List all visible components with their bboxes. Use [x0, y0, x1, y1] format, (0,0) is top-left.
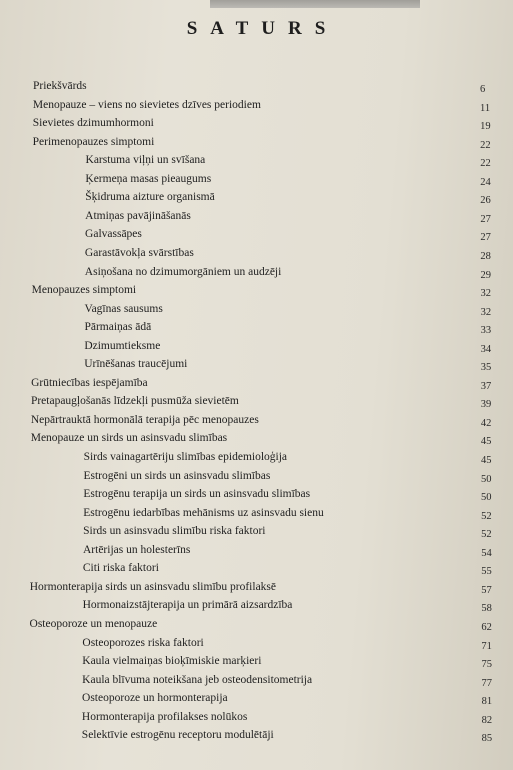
- toc-page-number: 50: [480, 473, 492, 485]
- toc-entry: [29, 580, 492, 599]
- toc-entry: [83, 451, 492, 469]
- toc-entry: [31, 284, 492, 302]
- toc-section-title: Asiņošana no dzimumorgāniem un audzēji: [84, 265, 282, 278]
- toc-entry: [83, 469, 492, 488]
- toc-entry: [85, 172, 491, 191]
- toc-chapter-title: Menopauze – viens no sievietes dzīves periodiem: [32, 98, 261, 111]
- toc-page-number: 62: [481, 621, 492, 633]
- toc-page-number: 57: [481, 584, 492, 596]
- toc-chapter-title: Hormonterapija sirds un asinsvadu slimību profilaksē: [29, 580, 277, 593]
- toc-page-number: 26: [480, 195, 491, 207]
- toc-section-title: Hormonaizstājterapija un primārā aizsardzība: [82, 599, 293, 612]
- toc-page-number: 35: [480, 362, 492, 374]
- toc-section-title: Estrogēni un sirds un asinsvadu slimības: [83, 469, 271, 482]
- toc-chapter-title: Priekšvārds: [33, 80, 87, 92]
- toc-section-title: Ķermeņa masas pieaugums: [85, 172, 212, 185]
- toc-section-title: Hormonterapija profilakses nolūkos: [81, 710, 248, 723]
- toc-page-number: 27: [480, 232, 491, 244]
- toc-page-number: 32: [480, 306, 492, 318]
- toc-entry: [83, 543, 492, 562]
- toc-entry: [83, 506, 492, 525]
- toc-section-title: Pārmaiņas ādā: [84, 321, 152, 334]
- toc-page-number: 45: [480, 436, 492, 448]
- toc-page-number: 58: [481, 603, 492, 615]
- toc-entry: [84, 321, 492, 339]
- toc-section-title: Dzimumtieksme: [84, 339, 161, 352]
- toc-page-number: 52: [481, 529, 492, 541]
- toc-chapter-title: Grūtniecības iespējamība: [31, 376, 148, 389]
- toc-page-number: 27: [480, 213, 491, 225]
- toc-section-title: Garastāvokļa svārstības: [84, 246, 194, 259]
- toc-entry: [30, 395, 492, 413]
- toc-section-title: Osteoporozes riska faktori: [82, 636, 204, 649]
- toc-chapter-title: Menopauzes simptomi: [31, 284, 137, 297]
- toc-entry: [85, 228, 491, 246]
- toc-entry: [31, 376, 492, 395]
- page-title: SATURS: [186, 18, 339, 39]
- toc-entry: [84, 339, 492, 358]
- toc-page-number: 33: [480, 325, 492, 337]
- toc-section-title: Karstuma viļņi un svīšana: [85, 154, 206, 167]
- toc-section-title: Šķidruma aizture organismā: [85, 191, 215, 204]
- toc-page-number: 6: [480, 84, 486, 95]
- toc-page-number: 19: [480, 121, 491, 133]
- toc-section-title: Citi riska faktori: [82, 562, 159, 575]
- toc-section-title: Sirds vainagartēriju slimības epidemioloģija: [83, 451, 288, 463]
- toc-entry: [81, 729, 493, 747]
- toc-entry: [30, 432, 492, 450]
- toc-entry: [85, 209, 491, 228]
- toc-entry: [82, 673, 493, 692]
- toc-section-title: Kaula vielmaiņas bioķīmiskie marķieri: [82, 655, 262, 668]
- toc-entry: [29, 617, 492, 636]
- toc-page-number: 11: [480, 102, 491, 114]
- toc-chapter-title: Pretapaugļošanās līdzekļi pusmūža sievietēm: [30, 395, 239, 408]
- toc-section-title: Vagīnas sausums: [84, 302, 163, 315]
- toc-page-number: 34: [480, 343, 492, 355]
- toc-page-number: 55: [481, 566, 492, 578]
- toc-entry: [85, 154, 491, 172]
- toc-section-title: Galvassāpes: [85, 228, 142, 241]
- toc-page-number: 22: [480, 139, 491, 151]
- toc-section-title: Sirds un asinsvadu slimību riska faktori: [83, 525, 266, 538]
- toc-chapter-title: Perimenopauzes simptomi: [32, 135, 155, 148]
- toc-page-number: 22: [480, 158, 491, 170]
- toc-entry: [83, 488, 492, 506]
- toc-page-number: 32: [480, 288, 492, 300]
- toc-entry: [81, 710, 493, 729]
- toc-page-number: 85: [481, 733, 493, 745]
- toc-page-number: 77: [481, 677, 493, 689]
- toc-entry: [33, 80, 486, 98]
- toc-entry: [32, 98, 491, 117]
- toc-section-title: Estrogēnu terapija un sirds un asinsvadu slimības: [83, 488, 311, 501]
- previous-page-header-strip: [210, 0, 420, 8]
- toc-entry: [32, 135, 491, 154]
- toc-section-title: Estrogēnu iedarbības mehānisms uz asinsvadu sienu: [83, 506, 324, 519]
- toc-chapter-title: Nepārtrauktā hormonālā terapija pēc menopauzes: [30, 413, 259, 426]
- toc-entry: [32, 117, 491, 135]
- toc-entry: [30, 413, 492, 432]
- toc-page-number: 28: [480, 250, 491, 262]
- toc-chapter-title: Osteoporoze un menopauze: [29, 617, 158, 630]
- toc-entry: [82, 599, 492, 617]
- toc-section-title: Osteoporoze un hormonterapija: [82, 692, 228, 705]
- toc-page-number: 82: [481, 714, 493, 726]
- toc-page-number: 45: [480, 455, 492, 466]
- toc-entry: [84, 265, 491, 284]
- toc-page-number: 37: [480, 380, 492, 392]
- toc-page-number: 39: [480, 399, 492, 411]
- toc-page-number: 52: [481, 510, 492, 522]
- toc-section-title: Artērijas un holesterīns: [83, 543, 191, 556]
- toc-entry: [83, 525, 492, 543]
- toc-section-title: Urīnēšanas traucējumi: [84, 358, 188, 371]
- toc-page-number: 29: [480, 269, 491, 281]
- toc-section-title: Kaula blīvuma noteikšana jeb osteodensitometrija: [82, 673, 313, 686]
- toc-section-title: Atmiņas pavājināšanās: [85, 209, 191, 222]
- toc-section-title: Selektīvie estrogēnu receptoru modulētāji: [81, 729, 274, 742]
- toc-page-number: 81: [481, 696, 493, 708]
- toc-page-number: 71: [481, 640, 492, 652]
- toc-page-number: 75: [481, 659, 492, 671]
- toc-page-number: 54: [481, 547, 492, 559]
- toc-chapter-title: Menopauze un sirds un asinsvadu slimības: [30, 432, 228, 445]
- toc-entry: [82, 562, 492, 580]
- toc-page-number: 24: [480, 176, 491, 188]
- toc-page-number: 42: [480, 417, 492, 429]
- toc-entry: [82, 636, 492, 655]
- toc-entry: [84, 246, 491, 265]
- toc-entry: [84, 358, 492, 376]
- toc-entry: [85, 191, 491, 209]
- toc-page-number: 50: [481, 492, 492, 504]
- toc-chapter-title: Sievietes dzimumhormoni: [32, 117, 154, 130]
- toc-entry: [84, 302, 492, 321]
- toc-entry: [82, 692, 493, 710]
- toc-entry: [82, 655, 492, 673]
